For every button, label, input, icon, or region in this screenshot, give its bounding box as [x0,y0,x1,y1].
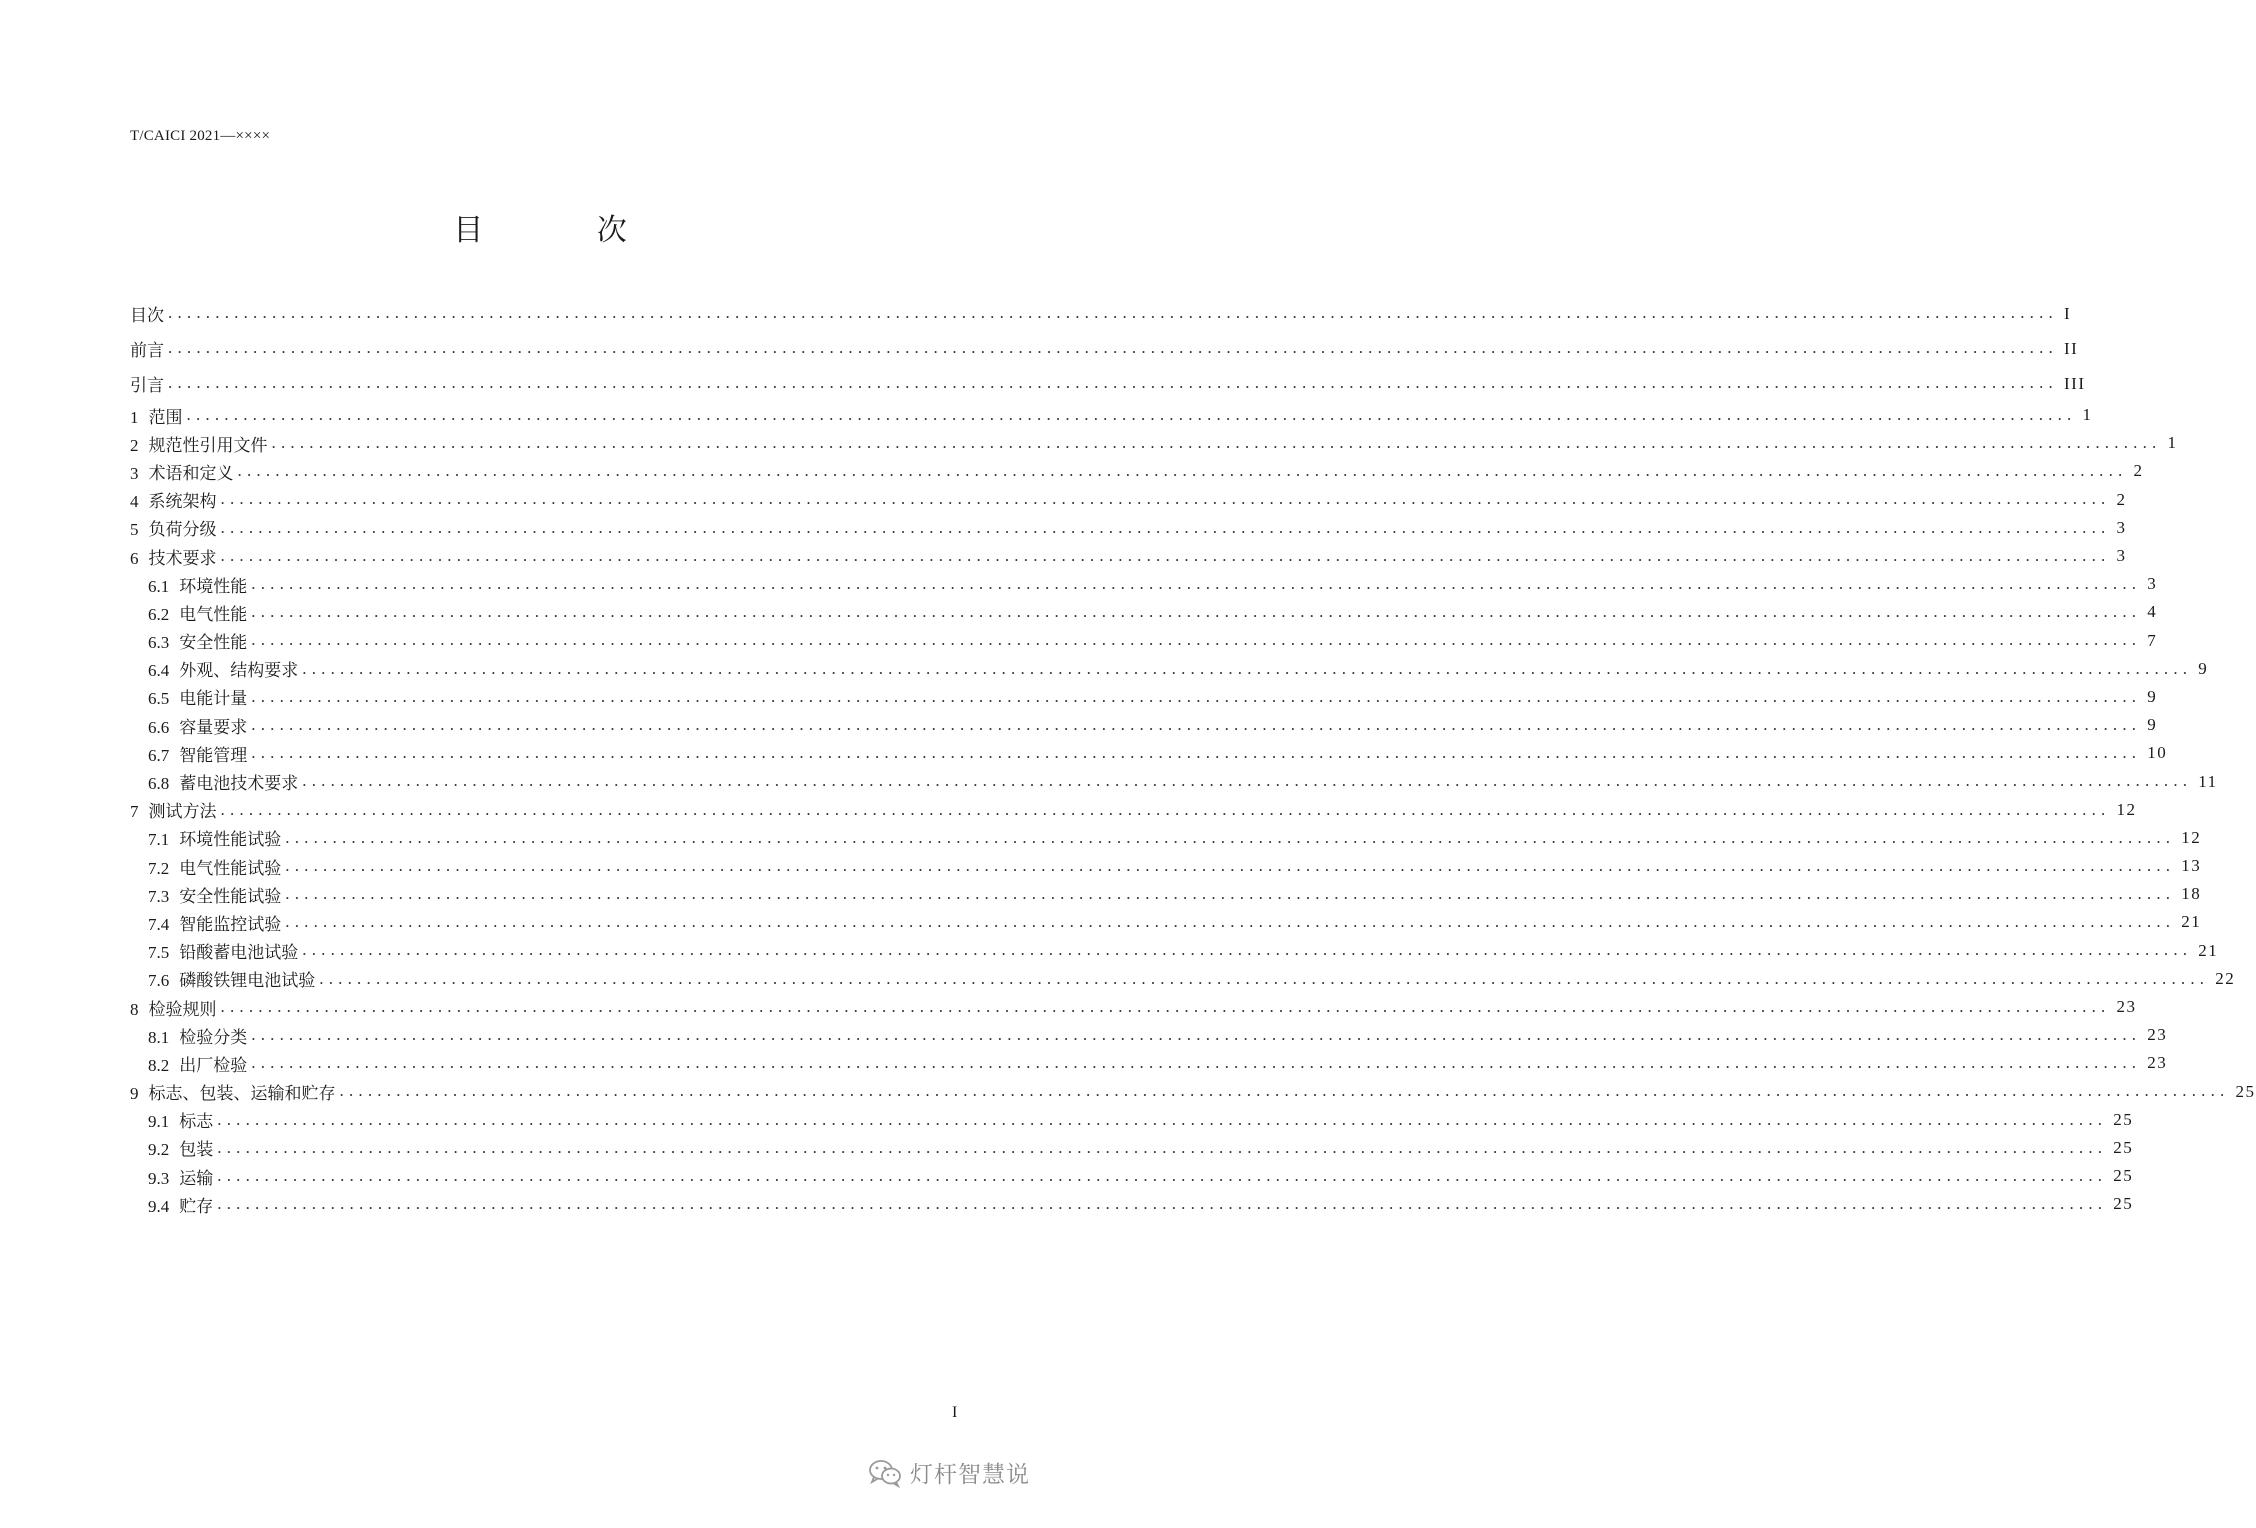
dot-leader: ........................................................................................................................................................................................................ [285,855,2176,875]
toc-entry-number: 6.2 [148,604,170,624]
toc-entry-title [130,544,219,569]
toc-entry-label: 磷酸铁锂电池试验 [179,971,316,992]
toc-entry-number: 7.3 [148,886,170,906]
toc-entry[interactable] [130,486,2127,514]
toc-entry-title [130,515,219,540]
toc-entry-number: 8 [130,999,139,1019]
toc-entry-page: 10 [2147,743,2168,763]
toc-entry-title [130,797,219,822]
toc-entry-number: 1 [130,407,139,427]
toc-entry-label: 包装 [179,1140,214,1161]
dot-leader: ........................................................................................................................................................................................................ [302,771,2193,791]
toc-entry-label: 电能计量 [179,689,248,710]
toc-entry-title [130,459,236,484]
toc-entry[interactable] [130,767,2218,795]
toc-entry-title [148,1051,249,1076]
dot-leader: ........................................................................................................................................................................................................ [168,303,2058,323]
toc-entry-title [148,628,249,653]
dot-leader: ........................................................................................................................................................................................................ [220,799,2111,819]
toc-entry-title [148,600,249,625]
dot-leader: ........................................................................................................................................................................................................ [302,940,2193,960]
toc-entry-page: 25 [2235,1081,2256,1101]
toc-entry-page: 1 [2082,405,2093,425]
toc-entry-number: 6.4 [148,661,170,681]
toc-entry[interactable] [130,711,2158,739]
toc-entry[interactable] [130,1021,2168,1049]
toc-entry-label: 容量要求 [179,717,248,738]
dot-leader: ........................................................................................................................................................................................................ [251,602,2142,622]
toc-entry-title [148,572,249,597]
toc-entry-label: 安全性能试验 [179,886,282,907]
toc-entry-page: I [2064,303,2072,323]
dot-leader: ........................................................................................................................................................................................................ [251,686,2142,706]
toc-entry-title [148,882,283,907]
toc-entry-number: 9.3 [148,1168,170,1188]
toc-entry-page: 4 [2147,602,2158,622]
toc-entry-number: 9.1 [148,1112,170,1132]
toc-entry-number: 8.1 [148,1027,170,1047]
toc-entry-page: 25 [2113,1137,2134,1157]
toc-entry[interactable] [130,457,2144,485]
toc-entry-number: 8.2 [148,1055,170,1075]
dot-leader: ........................................................................................................................................................................................................ [251,574,2142,594]
toc-entry-title [130,336,166,361]
toc-entry[interactable] [130,965,2236,993]
dot-leader: ........................................................................................................................................................................................................ [251,1053,2142,1073]
toc-entry[interactable] [130,908,2202,936]
toc-entry-page: 9 [2198,658,2209,678]
toc-entry-page: 3 [2147,574,2158,594]
toc-entry-title [148,656,300,681]
toc-entry-title [130,995,219,1020]
toc-entry-label: 智能监控试验 [179,914,282,935]
toc-entry[interactable] [130,824,2202,852]
toc-entry-number: 7.6 [148,971,170,991]
toc-entry-page: 3 [2116,517,2127,537]
toc-entry-number: 9 [130,1084,139,1104]
page-number: I [952,1404,958,1421]
toc-entry-label: 检验分类 [179,1027,248,1048]
toc-entry-label: 电气性能试验 [179,858,282,879]
toc-entry-title [148,1023,249,1048]
toc-entry-label: 安全性能 [179,633,248,654]
toc-entry-number: 6.8 [148,774,170,794]
toc-entry[interactable] [130,1106,2134,1134]
toc-entry-label: 环境性能 [179,576,248,597]
toc-entry-title [148,1192,215,1217]
toc-entry-title [148,741,249,766]
wechat-icon [868,1459,902,1487]
toc-entry-label: 技术要求 [148,548,217,569]
toc-entry-page: 12 [2116,799,2137,819]
toc-entry[interactable] [130,542,2127,570]
toc-entry-number: 7.2 [148,858,170,878]
toc-entry[interactable] [130,1049,2168,1077]
toc-entry-page: 9 [2147,686,2158,706]
toc-entry-number: 6.6 [148,717,170,737]
toc-entry-number: 6.1 [148,576,170,596]
toc-entry-page: 22 [2215,968,2236,988]
toc-entry-number: 9.2 [148,1140,170,1160]
toc-entry-page: 2 [2133,461,2144,481]
toc-entry[interactable] [130,1162,2134,1190]
toc-entry[interactable] [130,1134,2134,1162]
toc-entry-title [148,1135,215,1160]
toc-entry-title [130,1079,338,1104]
toc-entry[interactable] [130,331,2079,366]
toc-entry[interactable] [130,993,2137,1021]
dot-leader: ........................................................................................................................................................................................................ [285,827,2176,847]
watermark [868,1456,1030,1489]
dot-leader: ........................................................................................................................................................................................................ [271,433,2162,453]
toc-entry[interactable] [130,429,2178,457]
toc-entry-title [130,371,166,396]
dot-leader: ........................................................................................................................................................................................................ [237,461,2128,481]
toc-entry[interactable] [130,570,2158,598]
toc-entry[interactable] [130,683,2158,711]
toc-entry-title [130,431,270,456]
toc-entry[interactable] [130,1078,2256,1106]
toc-entry-label: 术语和定义 [148,463,234,484]
toc-entry-page: 25 [2113,1109,2134,1129]
toc-entry-number: 7 [130,802,139,822]
toc-entry-number: 2 [130,435,139,455]
toc-entry-page: 21 [2181,912,2202,932]
toc-entry-label: 系统架构 [148,492,217,513]
dot-leader: ........................................................................................................................................................................................................ [339,1081,2230,1101]
dot-leader: ........................................................................................................................................................................................................ [186,404,2077,424]
dot-leader: ........................................................................................................................................................................................................ [302,658,2193,678]
dot-leader: ........................................................................................................................................................................................................ [251,714,2142,734]
toc-entry-number: 3 [130,463,139,483]
dot-leader: ........................................................................................................................................................................................................ [217,1109,2108,1129]
toc-entry-title [148,966,317,991]
toc-entry[interactable] [130,937,2219,965]
toc-entry-label: 范围 [148,407,183,428]
dot-leader: ........................................................................................................................................................................................................ [217,1194,2108,1214]
toc-entry-page: 23 [2147,1025,2168,1045]
toc-entry-title [148,713,249,738]
watermark-text: 灯杆智慧说 [910,1462,1030,1488]
dot-leader: ........................................................................................................................................................................................................ [168,373,2058,393]
toc-entry-page: 25 [2113,1166,2134,1186]
toc-entry[interactable] [130,1190,2134,1218]
toc-entry-title [148,1164,215,1189]
toc-entry-page: 13 [2181,856,2202,876]
toc-entry-page: III [2064,373,2086,393]
dot-leader: ........................................................................................................................................................................................................ [319,968,2210,988]
toc-entry-number: 7.5 [148,943,170,963]
toc-entry-label: 出厂检验 [179,1055,248,1076]
toc-entry-page: 23 [2147,1053,2168,1073]
toc-entry-number: 9.4 [148,1196,170,1216]
document-code: T/CAICI 2021—×××× [130,128,271,144]
table-of-contents [130,296,2256,1218]
toc-entry[interactable] [130,401,2093,429]
dot-leader: ........................................................................................................................................................................................................ [217,1165,2108,1185]
toc-entry-label: 检验规则 [148,999,217,1020]
toc-entry-number: 7.1 [148,830,170,850]
dot-leader: ........................................................................................................................................................................................................ [220,517,2111,537]
toc-entry[interactable] [130,880,2202,908]
toc-entry-label: 蓄电池技术要求 [179,774,299,795]
toc-entry-label: 智能管理 [179,745,248,766]
toc-entry-label: 目次 [130,306,164,326]
toc-entry[interactable] [130,296,2072,331]
toc-entry-page: 25 [2113,1194,2134,1214]
toc-entry-title [130,487,219,512]
toc-entry-page: 3 [2116,546,2127,566]
toc-entry-number: 6.7 [148,745,170,765]
toc-entry-label: 前言 [130,341,164,361]
toc-entry-number: 7.4 [148,914,170,934]
toc-entry-title [130,301,166,326]
toc-entry-label: 引言 [130,376,164,396]
toc-entry-title [148,910,283,935]
toc-entry-title [148,938,300,963]
toc-entry-title [148,825,283,850]
dot-leader: ........................................................................................................................................................................................................ [217,1137,2108,1157]
toc-entry-number: 6 [130,548,139,568]
toc-entry[interactable] [130,796,2137,824]
toc-entry-label: 贮存 [179,1196,214,1217]
toc-entry[interactable] [130,739,2168,767]
toc-entry-page: 1 [2167,433,2178,453]
toc-entry-page: 2 [2116,489,2127,509]
toc-entry-page: II [2064,338,2079,358]
toc-entry-title [148,854,283,879]
toc-entry-title [148,769,300,794]
toc-entry-label: 测试方法 [148,802,217,823]
toc-entry-label: 负荷分级 [148,520,217,541]
toc-entry-title [148,684,249,709]
toc-entry-page: 12 [2181,827,2202,847]
toc-entry-page: 18 [2181,884,2202,904]
dot-leader: ........................................................................................................................................................................................................ [251,630,2142,650]
page-title: 目 次 [453,213,679,248]
toc-entry-title [130,403,185,428]
dot-leader: ........................................................................................................................................................................................................ [285,884,2176,904]
toc-entry-label: 电气性能 [179,604,248,625]
dot-leader: ........................................................................................................................................................................................................ [251,743,2142,763]
dot-leader: ........................................................................................................................................................................................................ [220,996,2111,1016]
toc-entry-title [148,1107,215,1132]
toc-entry[interactable] [130,598,2158,626]
toc-entry-label: 标志 [179,1112,214,1133]
toc-entry-label: 铅酸蓄电池试验 [179,943,299,964]
toc-entry-number: 6.3 [148,633,170,653]
dot-leader: ........................................................................................................................................................................................................ [285,912,2176,932]
toc-entry-label: 标志、包装、运输和贮存 [148,1084,336,1105]
toc-entry[interactable] [130,514,2127,542]
toc-entry[interactable] [130,366,2086,401]
dot-leader: ........................................................................................................................................................................................................ [220,489,2111,509]
toc-entry-label: 运输 [179,1168,214,1189]
toc-entry-page: 7 [2147,630,2158,650]
toc-entry[interactable] [130,655,2209,683]
toc-entry[interactable] [130,627,2158,655]
toc-entry-number: 4 [130,492,139,512]
dot-leader: ........................................................................................................................................................................................................ [251,1025,2142,1045]
toc-entry[interactable] [130,852,2202,880]
toc-entry-label: 环境性能试验 [179,830,282,851]
toc-entry-page: 21 [2198,940,2219,960]
toc-entry-page: 11 [2198,771,2218,791]
toc-entry-page: 23 [2116,997,2137,1017]
toc-entry-number: 5 [130,520,139,540]
toc-entry-label: 外观、结构要求 [179,661,299,682]
dot-leader: ........................................................................................................................................................................................................ [168,338,2058,358]
toc-entry-page: 9 [2147,715,2158,735]
toc-entry-label: 规范性引用文件 [148,435,268,456]
toc-entry-number: 6.5 [148,689,170,709]
dot-leader: ........................................................................................................................................................................................................ [220,545,2111,565]
